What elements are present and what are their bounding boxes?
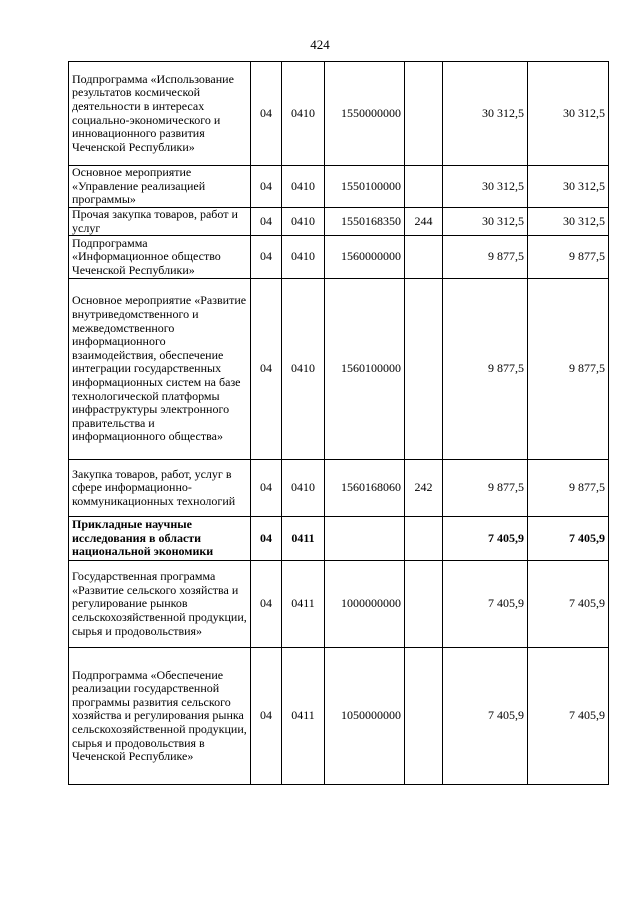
row-section-cell: 04 [251, 648, 282, 785]
row-vr-cell [405, 62, 443, 166]
row-section-cell: 04 [251, 517, 282, 561]
row-amount-2-cell: 9 877,5 [528, 279, 609, 460]
row-name-cell: Государственная программа «Развитие сельского хозяйства и регулирование рынков сельскохозяйственной продукции, сырья и продовольствия» [69, 561, 251, 648]
row-subsection-cell: 0410 [282, 208, 325, 236]
row-amount-1-cell: 7 405,9 [443, 648, 528, 785]
row-subsection-cell: 0411 [282, 648, 325, 785]
row-vr-cell [405, 561, 443, 648]
row-amount-2-cell: 7 405,9 [528, 561, 609, 648]
row-amount-2-cell: 7 405,9 [528, 648, 609, 785]
row-name-cell: Закупка товаров, работ, услуг в сфере информационно-коммуникационных технологий [69, 460, 251, 517]
row-amount-1-cell: 9 877,5 [443, 236, 528, 279]
row-amount-2-cell: 7 405,9 [528, 517, 609, 561]
table-row [69, 62, 609, 166]
row-amount-2-cell: 30 312,5 [528, 166, 609, 208]
row-subsection-cell: 0410 [282, 279, 325, 460]
row-amount-1-cell: 30 312,5 [443, 166, 528, 208]
row-section-cell: 04 [251, 236, 282, 279]
row-amount-2-cell: 30 312,5 [528, 62, 609, 166]
row-name-cell: Прочая закупка товаров, работ и услуг [69, 208, 251, 236]
row-amount-1-cell: 30 312,5 [443, 62, 528, 166]
row-subsection-cell: 0410 [282, 460, 325, 517]
row-amount-1-cell: 7 405,9 [443, 517, 528, 561]
row-subsection-cell: 0410 [282, 166, 325, 208]
row-amount-1-cell: 30 312,5 [443, 208, 528, 236]
row-vr-cell [405, 279, 443, 460]
table-row [69, 648, 609, 785]
budget-table [68, 61, 609, 785]
table-row [69, 279, 609, 460]
row-name-cell: Основное мероприятие «Развитие внутриведомственного и межведомственного информационного взаимодействия, обеспечение интеграции государственных информационных систем на базе технологической платформы инфраструктуры электронного правительства и информационного общества» [69, 279, 251, 460]
row-csr-cell: 1550168350 [325, 208, 405, 236]
row-section-cell: 04 [251, 208, 282, 236]
row-subsection-cell: 0411 [282, 561, 325, 648]
row-csr-cell: 1550000000 [325, 62, 405, 166]
row-amount-2-cell: 30 312,5 [528, 208, 609, 236]
row-section-cell: 04 [251, 561, 282, 648]
row-amount-1-cell: 9 877,5 [443, 460, 528, 517]
row-subsection-cell: 0411 [282, 517, 325, 561]
row-vr-cell: 242 [405, 460, 443, 517]
row-amount-1-cell: 9 877,5 [443, 279, 528, 460]
row-vr-cell: 244 [405, 208, 443, 236]
row-name-cell: Подпрограмма «Использование результатов космической деятельности в интересах социально-экономического и инновационного развития Чеченской Республики» [69, 62, 251, 166]
row-csr-cell: 1560100000 [325, 279, 405, 460]
row-csr-cell: 1560000000 [325, 236, 405, 279]
row-name-cell: Подпрограмма «Информационное общество Чеченской Республики» [69, 236, 251, 279]
table-row [69, 166, 609, 208]
row-csr-cell [325, 517, 405, 561]
table-row [69, 236, 609, 279]
row-amount-2-cell: 9 877,5 [528, 460, 609, 517]
row-name-cell: Подпрограмма «Обеспечение реализации государственной программы развития сельского хозяйства и регулирования рынка сельскохозяйственной продукции, сырья и продовольствия в Чеченской Республике» [69, 648, 251, 785]
table-row [69, 208, 609, 236]
row-vr-cell [405, 236, 443, 279]
table-row [69, 517, 609, 561]
row-subsection-cell: 0410 [282, 236, 325, 279]
row-vr-cell [405, 166, 443, 208]
row-amount-2-cell: 9 877,5 [528, 236, 609, 279]
row-vr-cell [405, 648, 443, 785]
row-csr-cell: 1050000000 [325, 648, 405, 785]
row-vr-cell [405, 517, 443, 561]
row-subsection-cell: 0410 [282, 62, 325, 166]
row-csr-cell: 1000000000 [325, 561, 405, 648]
row-name-cell: Основное мероприятие «Управление реализацией программы» [69, 166, 251, 208]
row-section-cell: 04 [251, 279, 282, 460]
row-csr-cell: 1560168060 [325, 460, 405, 517]
row-section-cell: 04 [251, 460, 282, 517]
row-name-cell: Прикладные научные исследования в области национальной экономики [69, 517, 251, 561]
table-row [69, 460, 609, 517]
row-amount-1-cell: 7 405,9 [443, 561, 528, 648]
page-number: 424 [310, 37, 330, 52]
row-csr-cell: 1550100000 [325, 166, 405, 208]
table-row [69, 561, 609, 648]
table-body [69, 62, 609, 785]
row-section-cell: 04 [251, 166, 282, 208]
row-section-cell: 04 [251, 62, 282, 166]
